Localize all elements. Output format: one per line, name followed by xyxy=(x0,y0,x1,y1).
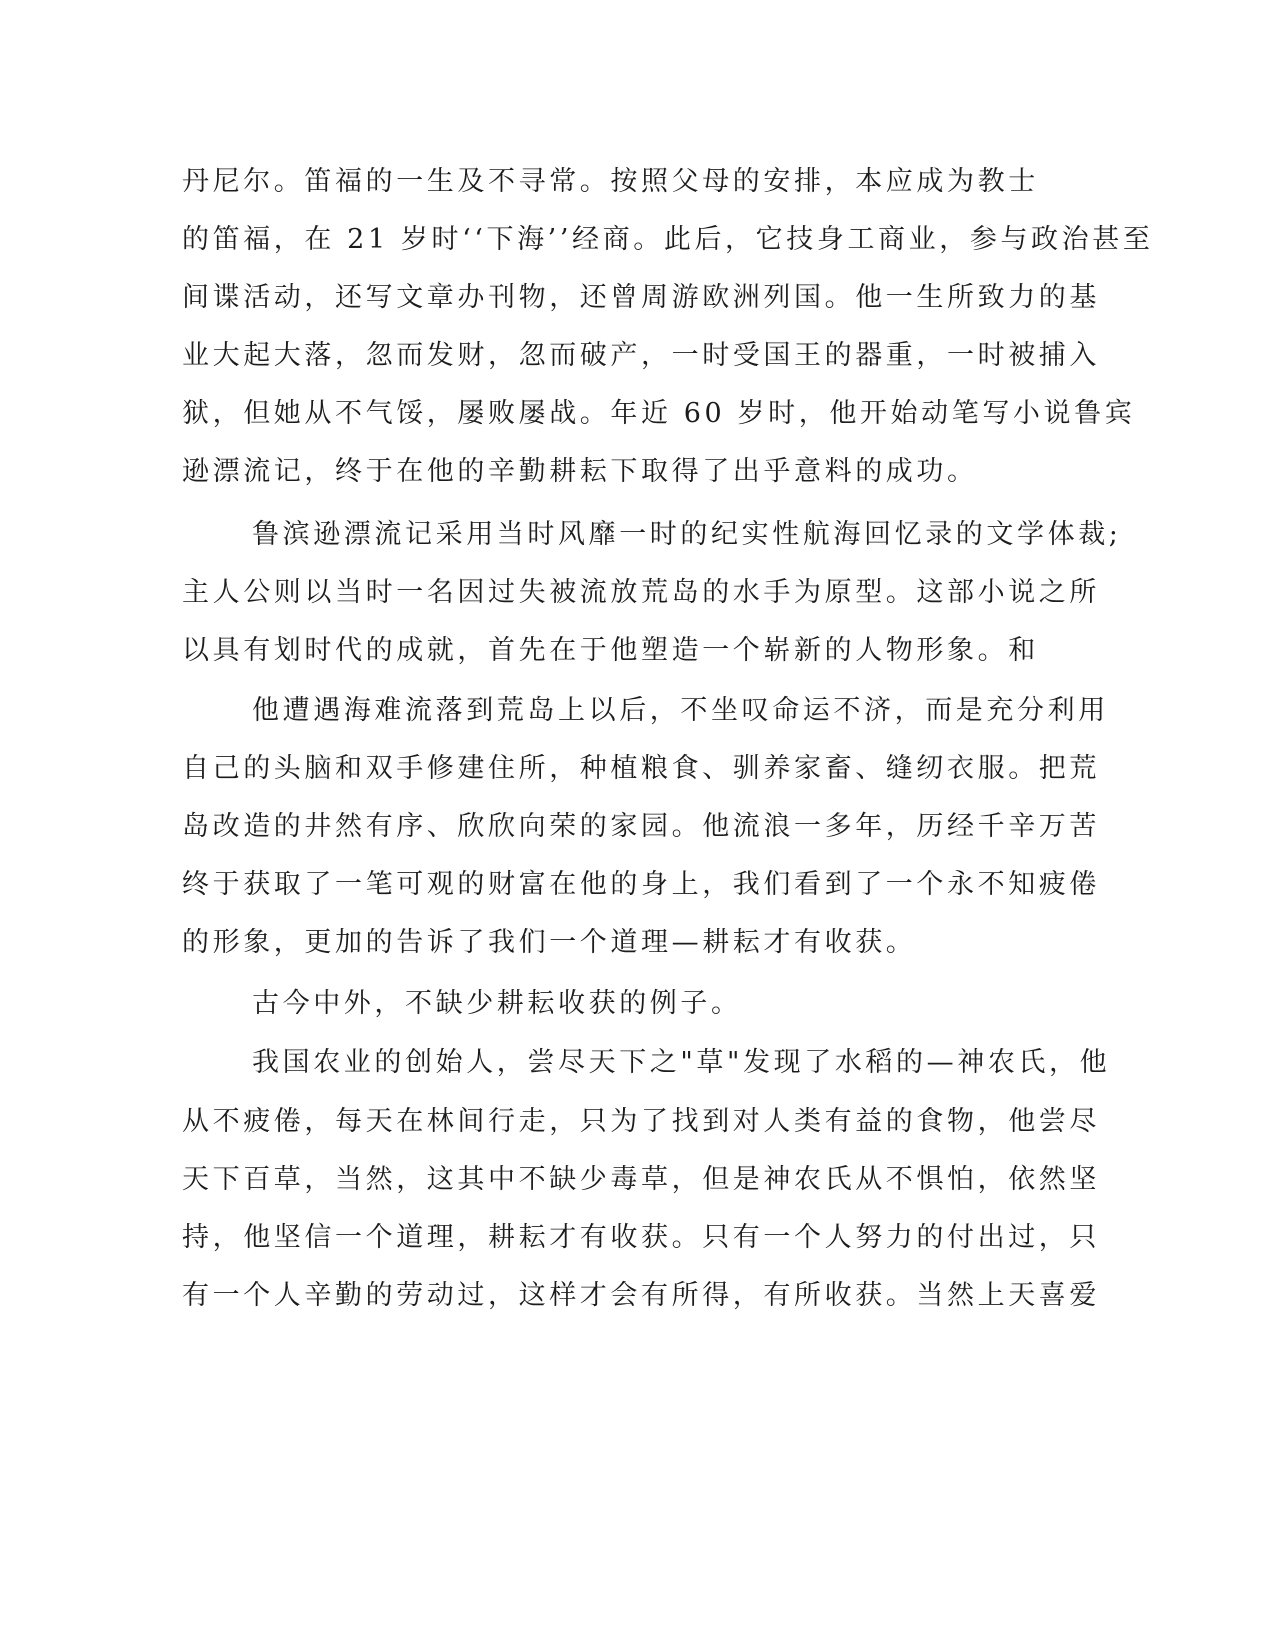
text-line: 从不疲倦，每天在林间行走，只为了找到对人类有益的食物，他尝尽 xyxy=(182,1106,1100,1137)
text-line: 他遭遇海难流落到荒岛上以后，不坐叹命运不济，而是充分利用 xyxy=(252,695,1109,726)
text-line: 岛改造的井然有序、欣欣向荣的家园。他流浪一多年，历经千辛万苦 xyxy=(182,811,1100,842)
text-line: 自己的头脑和双手修建住所，种植粮食、驯养家畜、缝纫衣服。把荒 xyxy=(182,753,1100,784)
text-line: 鲁滨逊漂流记采用当时风靡一时的纪实性航海回忆录的文学体裁; xyxy=(252,519,1122,550)
text-line: 间谍活动，还写文章办刊物，还曾周游欧洲列国。他一生所致力的基 xyxy=(182,282,1100,313)
text-line: 终于获取了一笔可观的财富在他的身上，我们看到了一个永不知疲倦 xyxy=(182,869,1100,900)
text-line: 逊漂流记，终于在他的辛勤耕耘下取得了出乎意料的成功。 xyxy=(182,456,978,487)
text-line: 持，他坚信一个道理，耕耘才有收获。只有一个人努力的付出过，只 xyxy=(182,1222,1100,1253)
text-line: 以具有划时代的成就，首先在于他塑造一个崭新的人物形象。和 xyxy=(182,635,1039,666)
text-line: 的形象，更加的告诉了我们一个道理—耕耘才有收获。 xyxy=(182,927,917,958)
text-line: 主人公则以当时一名因过失被流放荒岛的水手为原型。这部小说之所 xyxy=(182,577,1100,608)
text-line: 有一个人辛勤的劳动过，这样才会有所得，有所收获。当然上天喜爱 xyxy=(182,1280,1100,1311)
text-line: 狱，但她从不气馁，屡败屡战。年近 60 岁时，他开始动笔写小说鲁宾 xyxy=(182,398,1136,429)
text-line: 的笛福，在 21 岁时‘‘下海’’经商。此后，它技身工商业，参与政治甚至 xyxy=(182,224,1154,255)
text-line: 天下百草，当然，这其中不缺少毒草，但是神农氏从不惧怕，依然坚 xyxy=(182,1164,1100,1195)
text-line: 业大起大落，忽而发财，忽而破产，一时受国王的器重，一时被捕入 xyxy=(182,340,1100,371)
text-line: 古今中外，不缺少耕耘收获的例子。 xyxy=(252,988,742,1019)
text-line: 我国农业的创始人，尝尽天下之"草"发现了水稻的—神农氏，他 xyxy=(252,1047,1111,1078)
text-line: 丹尼尔。笛福的一生及不寻常。按照父母的安排，本应成为教士 xyxy=(182,166,1039,197)
